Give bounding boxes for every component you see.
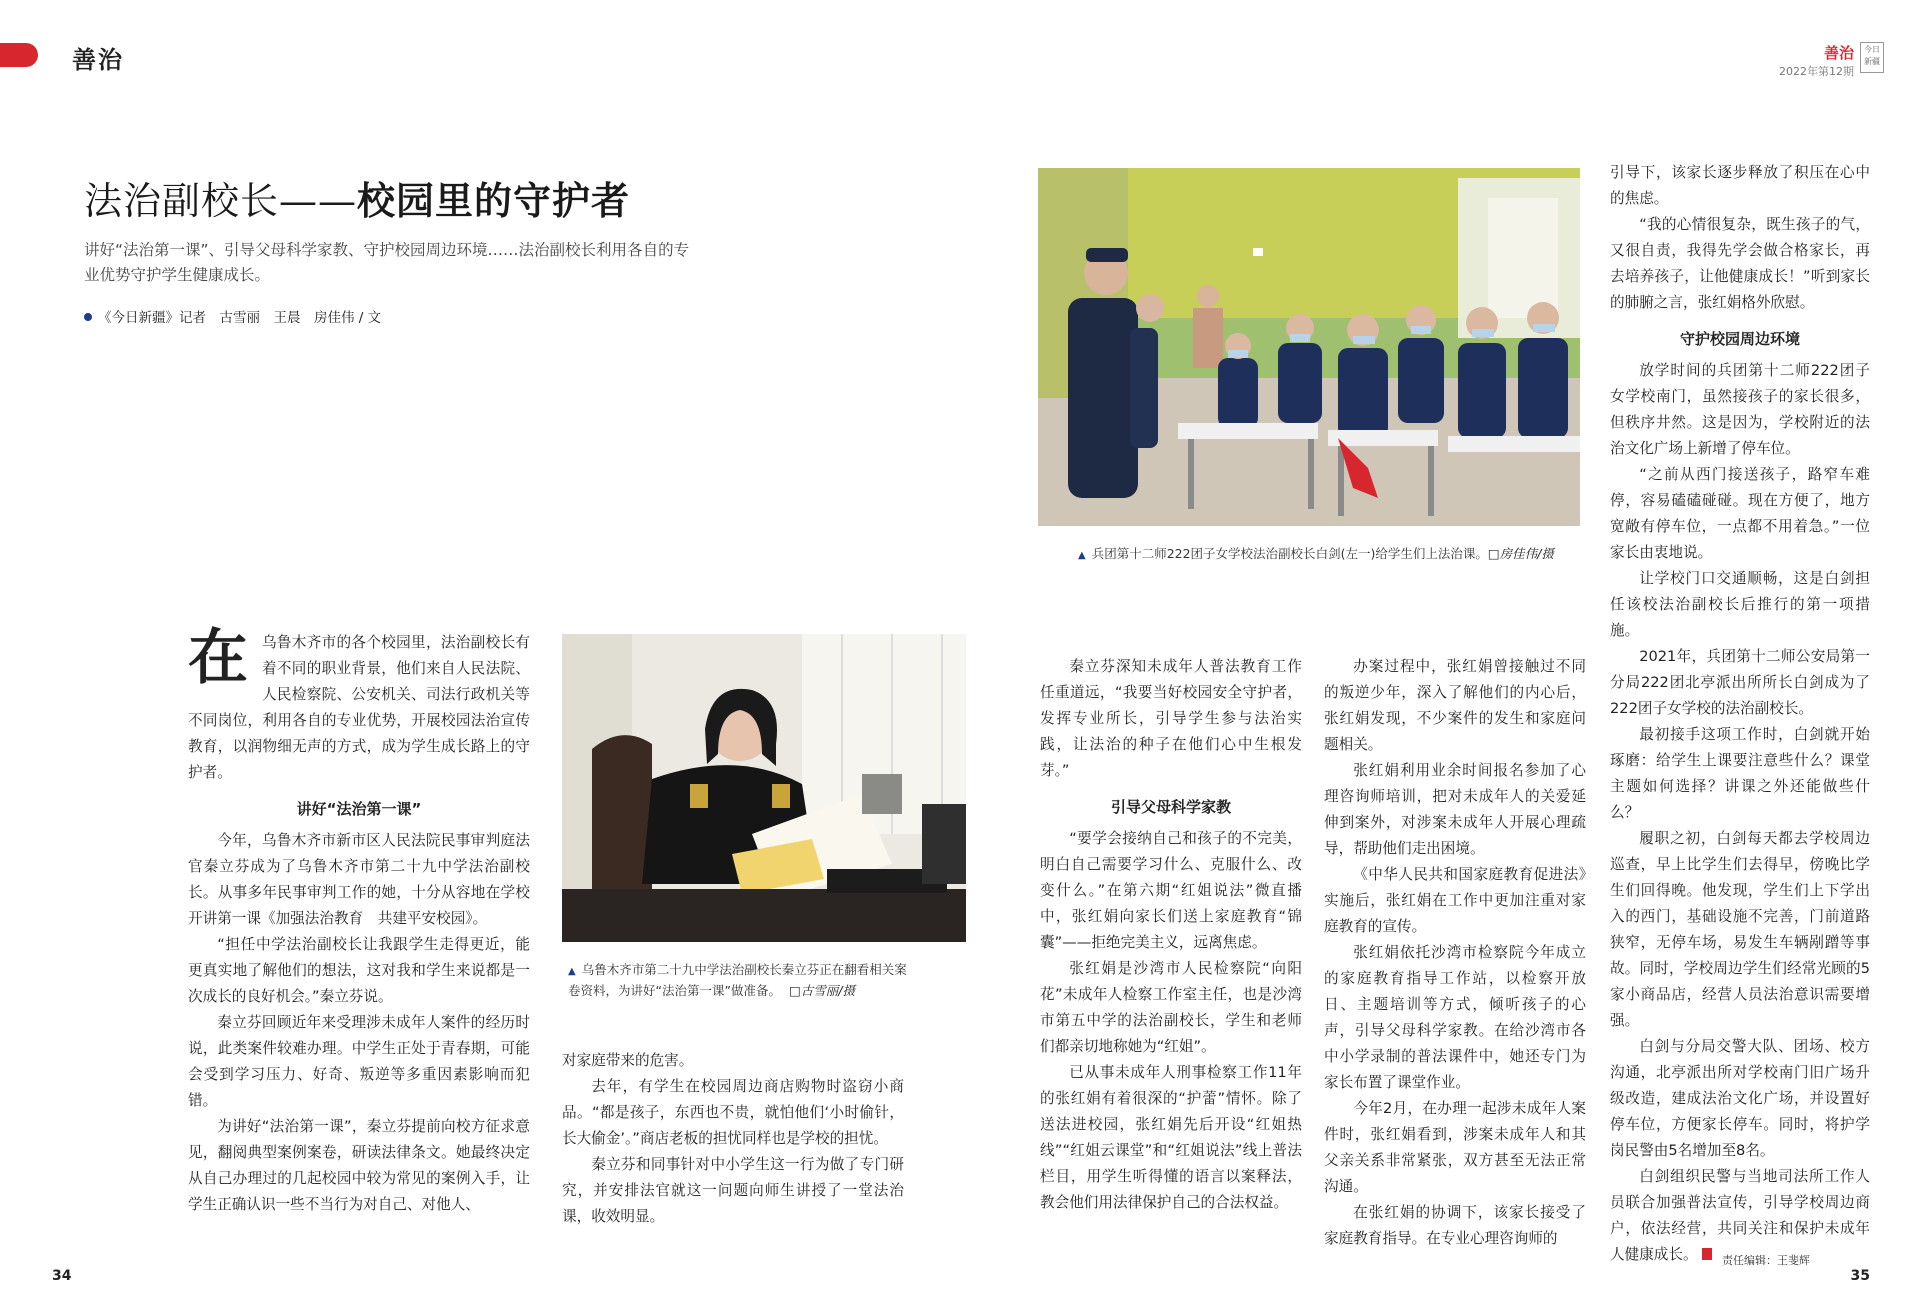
paragraph: 今年2月，在办理一起涉未成年人案件时，张红娟看到，涉案未成年人和其父亲关系非常紧张，双方甚至无法正常沟通。 [1324,1100,1586,1195]
paragraph: 对家庭带来的危害。 [562,1052,694,1069]
paragraph: 秦立芬深知未成年人普法教育工作任重道远，“我要当好校园安全守护者，发挥专业所长，引导学生参与法治实践，让法治的种子在他们心中生根发芽。” [1040,658,1302,779]
page-number-left: 34 [52,1268,72,1284]
paragraph: 最初接手这项工作时，白剑就开始琢磨：给学生上课要注意些什么？课堂主题如何选择？讲课之外还能做些什么？ [1610,726,1870,821]
paragraph: 让学校门口交通顺畅，这是白剑担任该校法治副校长后推行的第一项措施。 [1610,570,1870,639]
paragraph: “担任中学法治副校长让我跟学生走得更近，能更真实地了解他们的想法，这对我和学生来说都是一次成长的良好机会。”秦立芬说。 [188,936,530,1005]
paragraph: 放学时间的兵团第十二师222团子女学校南门，虽然接孩子的家长很多，但秩序井然。这是因为，学校附近的法治文化广场上新增了停车位。 [1610,362,1870,457]
photo1-caption: ▲ 兵团第十二师222团子女学校法治副校长白剑(左一)给学生们上法治课。□房佳伟/摄 [1078,546,1554,561]
paragraph: 引导下，该家长逐步释放了积压在心中的焦虑。 [1610,164,1870,207]
paragraph: 张红娟依托沙湾市检察院今年成立的家庭教育指导工作站，以检察开放日、主题培训等方式，倾听孩子的心声，引导父母科学家教。在给沙湾市各中小学录制的普法课件中，她还专门为家长布置了课堂作业。 [1324,944,1586,1091]
photo2-caption: ▲ 乌鲁木齐市第二十九中学法治副校长秦立芬正在翻看相关案卷资料，为讲好“法治第一课”做准备。 □古雪丽/摄 [568,962,907,998]
paragraph: 白剑与分局交警大队、团场、校方沟通，北亭派出所对学校南门旧广场升级改造，建成法治文化广场，并设置好停车位，方便家长停车。同时，将护学岗民警由5名增加至8名。 [1610,1038,1870,1159]
article-column-3 [1040,654,1302,1216]
section-heading: 守护校园周边环境 [1679,330,1800,348]
classroom-photo [1038,168,1580,526]
end-mark-icon [1702,1248,1712,1260]
section-label: 善治 [72,45,124,74]
paragraph: 2021年，兵团第十二师公安局第一分局222团北亭派出所所长白剑成为了222团子女学校的法治副校长。 [1610,648,1870,717]
article-subtitle: 讲好“法治第一课”、引导父母科学家教、守护校园周边环境……法治副校长利用各自的专业优势守护学生健康成长。 [84,241,690,284]
paragraph: 为讲好“法治第一课”，秦立芬提前向校方征求意见，翻阅典型案例案卷，研读法律条文。她最终决定从自己办理过的几起校园中较为常见的案例入手，让学生正确认识一些不当行为对自己、对他人、 [188,1118,530,1213]
page-number-right: 35 [1850,1268,1870,1284]
paragraph: 秦立芬回顾近年来受理涉未成年人案件的经历时说，此类案件较难办理。中学生正处于青春期，可能会受到学习压力、好奇、叛逆等多重因素影响而犯错。 [188,1014,530,1109]
paragraph: “之前从西门接送孩子，路窄车难停，容易磕磕碰碰。现在方便了，地方宽敞有停车位，一点都不用着急。”一位家长由衷地说。 [1610,466,1870,561]
paragraph: 办案过程中，张红娟曾接触过不同的叛逆少年，深入了解他们的内心后，张红娟发现，不少案件的发生和家庭问题相关。 [1324,658,1586,753]
article-column-5 [1610,160,1870,1268]
article-column-1 [188,623,530,1218]
magazine-logo: 今日新疆 [1860,42,1884,73]
paragraph: 已从事未成年人刑事检察工作11年的张红娟有着很深的“护蕾”情怀。除了送法进校园，张红娟先后开设“红姐热线”“红姐云课堂”和“红姐说法”线上普法栏目，用学生听得懂的语言以案释法，教会他们用法律保护自己的合法权益。 [1040,1064,1302,1211]
issue-label: 2022年第12期 [1779,65,1854,78]
paragraph: 白剑组织民警与当地司法所工作人员联合加强普法宣传，引导学校周边商户，依法经营，共同关注和保护未成年人健康成长。 [1610,1168,1870,1263]
article-title: 法治副校长——校园里的守护者 [84,178,631,223]
section-heading: 讲好“法治第一课” [296,800,422,818]
paragraph: 在张红娟的协调下，该家长接受了家庭教育指导。在专业心理咨询师的 [1324,1204,1586,1247]
paragraph: 《中华人民共和国家庭教育促进法》实施后，张红娟在工作中更加注重对家庭教育的宣传。 [1324,866,1586,935]
paragraph: 今年，乌鲁木齐市新市区人民法院民事审判庭法官秦立芬成为了乌鲁木齐市第二十九中学法治副校长。从事多年民事审判工作的她，十分从容地在学校开讲第一课《加强法治教育 共建平安校园》。 [188,832,530,927]
judge-photo [562,634,966,942]
article-column-4 [1324,654,1586,1252]
byline: 《今日新疆》记者 古雪丽 王晨 房佳伟 / 文 [84,306,381,326]
editor-credit: 责任编辑：王斐辉 [1722,1254,1810,1267]
bullet-icon [84,313,92,321]
section-heading: 引导父母科学家教 [1110,798,1231,816]
drop-cap: 在 [188,623,248,693]
paragraph: “要学会接纳自己和孩子的不完美，明白自己需要学习什么、克服什么、改变什么。”在第六期“红姐说法”微直播中，张红娟向家长们送上家庭教育“锦囊”——拒绝完美主义，远离焦虑。 [1040,830,1302,951]
paragraph: “我的心情很复杂，既生孩子的气，又很自责，我得先学会做合格家长，再去培养孩子，让他健康成长！”听到家长的肺腑之言，张红娟格外欣慰。 [1610,216,1870,311]
magazine-header [1779,42,1884,79]
paragraph: 秦立芬和同事针对中小学生这一行为做了专门研究，并安排法官就这一问题向师生讲授了一堂法治课，收效明显。 [562,1156,904,1225]
paragraph: 张红娟是沙湾市人民检察院“向阳花”未成年人检察工作室主任，也是沙湾市第五中学的法治副校长，学生和老师们都亲切地称她为“红姐”。 [1040,960,1302,1055]
triangle-icon: ▲ [1078,550,1086,561]
paragraph: 乌鲁木齐市的各个校园里，法治副校长有着不同的职业背景，他们来自人民法院、人民检察院、公安机关、司法行政机关等不同岗位，利用各自的专业优势，开展校园法治宣传教育，以润物细无声的方式，成为学生成长路上的守护者。 [188,634,530,781]
section-tab [0,43,38,67]
triangle-icon: ▲ [568,966,576,977]
article-column-2 [562,1048,904,1230]
paragraph: 去年，有学生在校园周边商店购物时盗窃小商品。“都是孩子，东西也不贵，就怕他们‘小时偷针，长大偷金’。”商店老板的担忧同样也是学校的担忧。 [562,1078,904,1147]
header-brand: 善治 [1823,44,1854,62]
paragraph: 张红娟利用业余时间报名参加了心理咨询师培训，把对未成年人的关爱延伸到案外，对涉案未成年人开展心理疏导，帮助他们走出困境。 [1324,762,1586,857]
paragraph: 履职之初，白剑每天都去学校周边巡查，早上比学生们去得早，傍晚比学生们回得晚。他发现，学生们上下学出入的西门，基础设施不完善，门前道路狭窄，无停车场，易发生车辆剐蹭等事故。同时，学校周边学生们经常光顾的5家小商品店，经营人员法治意识需要增强。 [1610,830,1870,1029]
